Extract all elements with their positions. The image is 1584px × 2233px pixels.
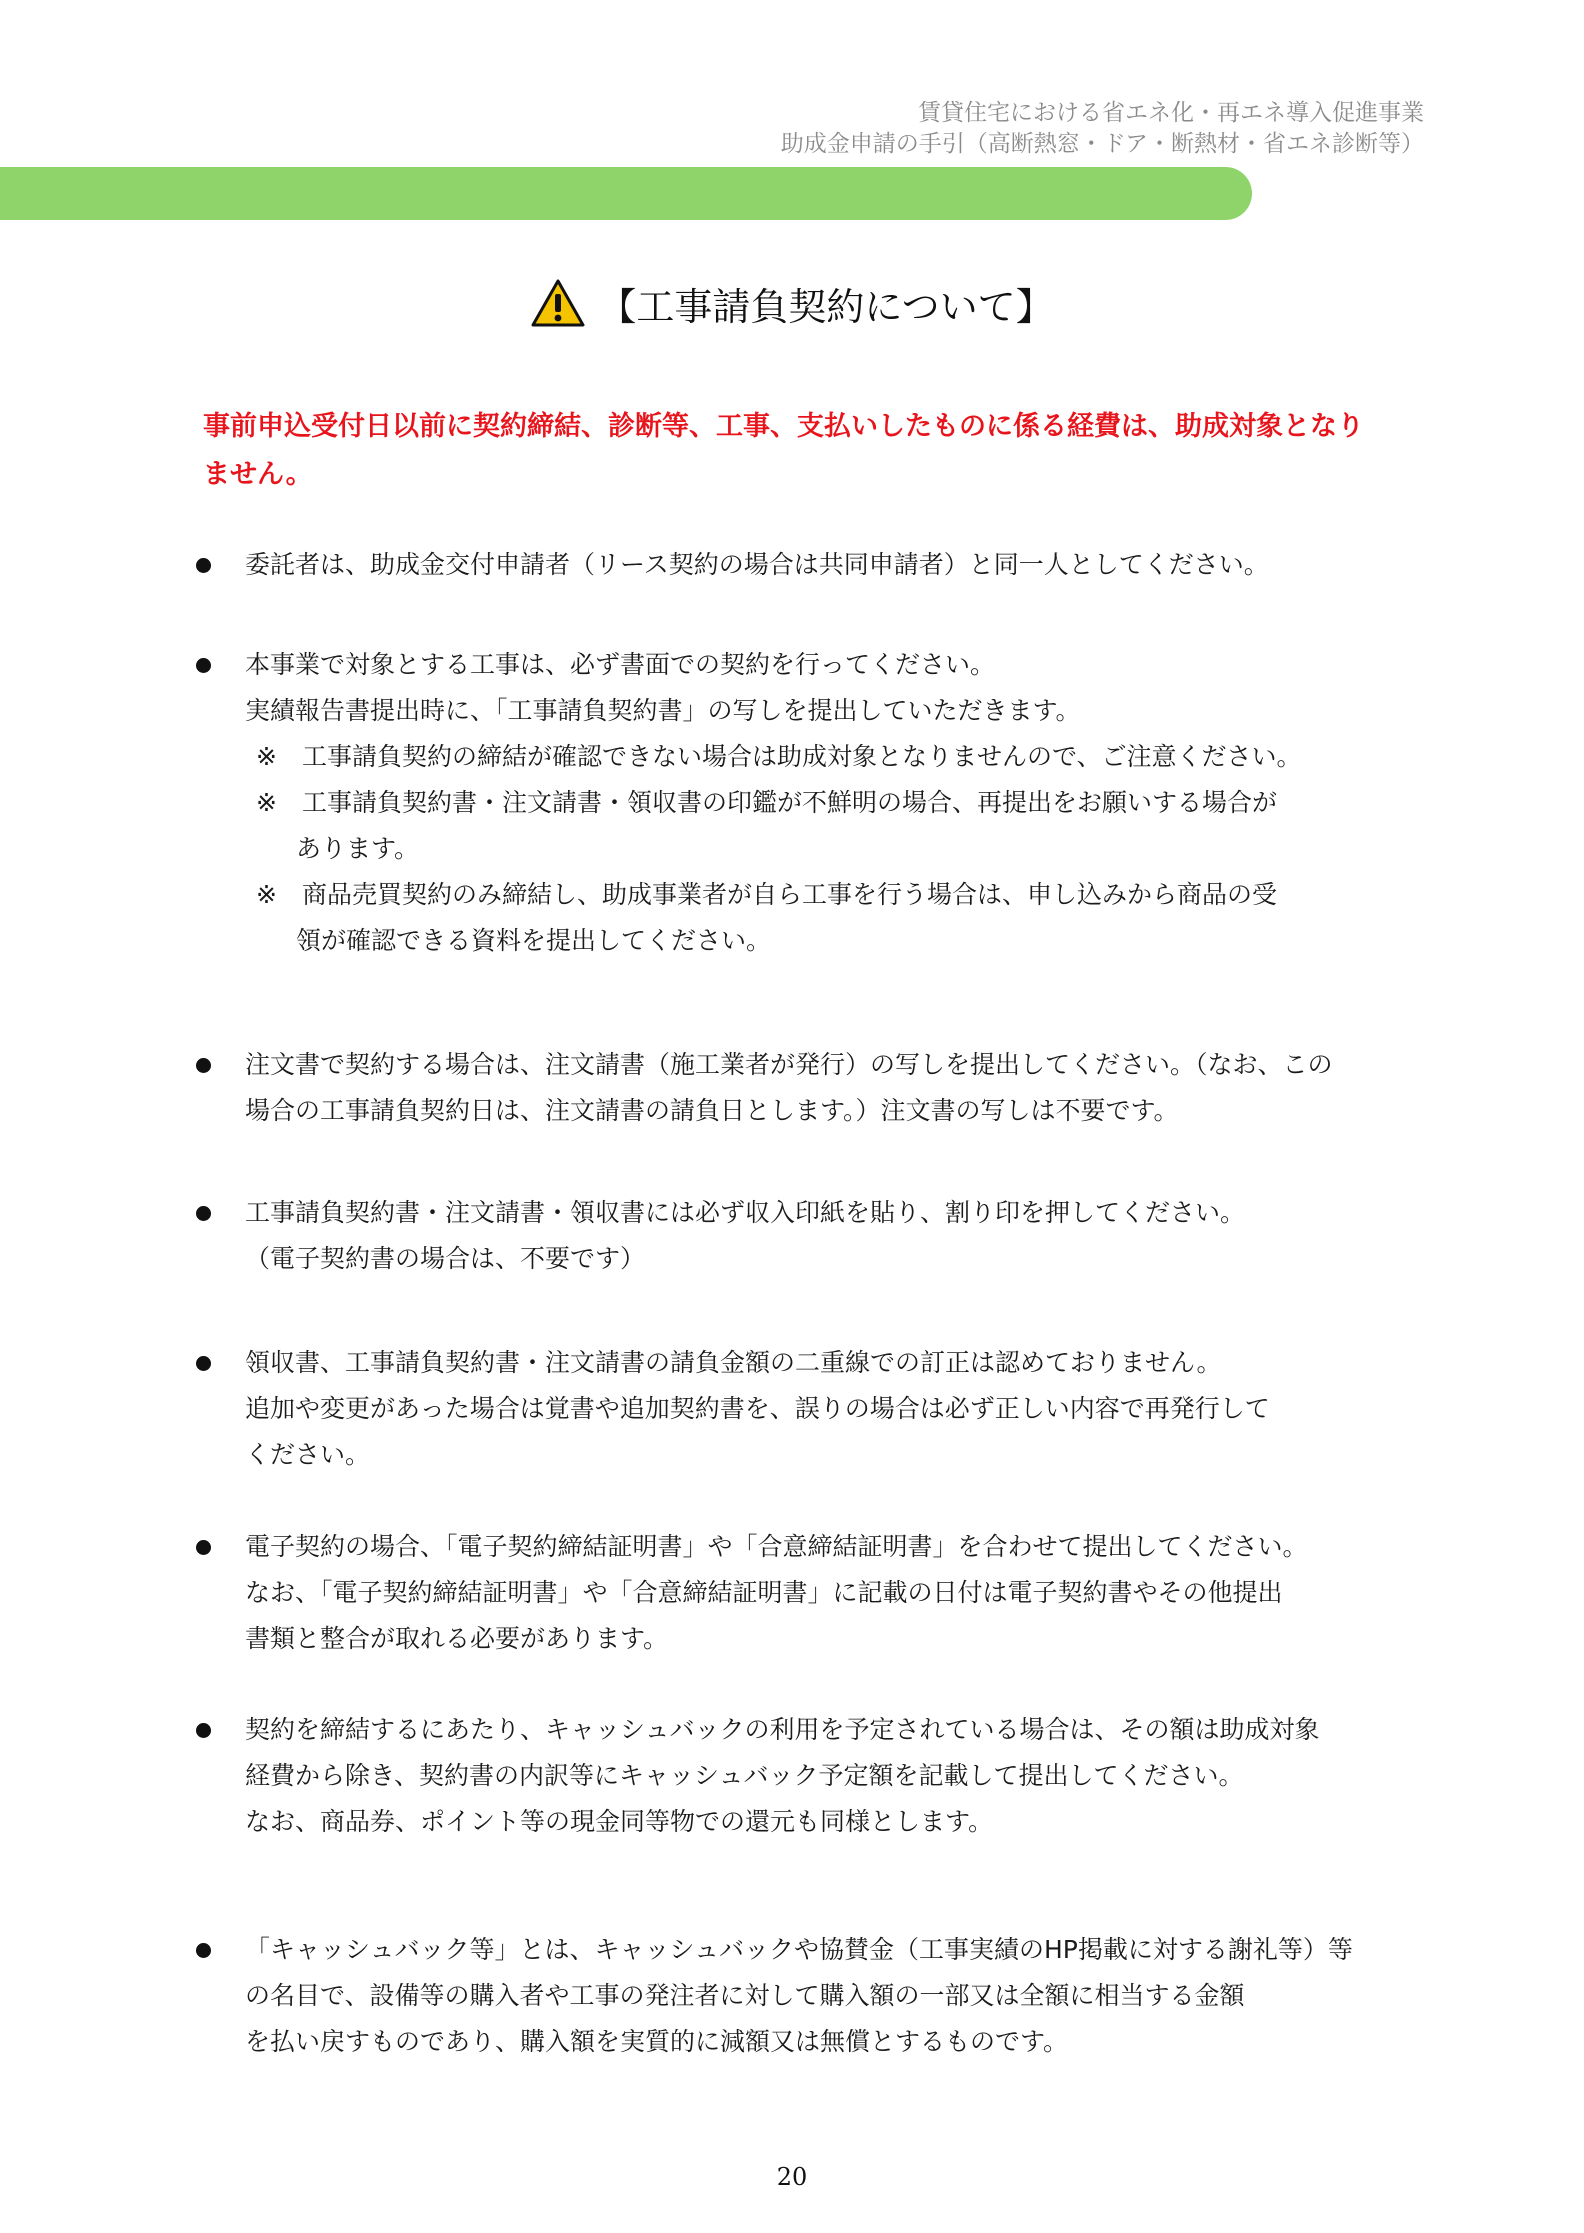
- header-accent-bar: [0, 167, 1252, 220]
- list-item-text: 注文書で契約する場合は、注文請書（施工業者が発行）の写しを提出してください。（なお、この: [245, 1050, 1333, 1079]
- list-item-text: 領収書、工事請負契約書・注文請書の請負金額の二重線での訂正は認めておりません。: [245, 1348, 1222, 1377]
- list-item-text: 場合の工事請負契約日は、注文請書の請負日とします。）注文書の写しは不要です。: [245, 1096, 1179, 1125]
- list-item-text: 本事業で対象とする工事は、必ず書面での契約を行ってください。: [245, 650, 996, 679]
- bullet-dot: [196, 558, 211, 573]
- header-line-2: 助成金申請の手引（高断熱窓・ドア・断熱材・省エネ診断等）: [780, 131, 1424, 157]
- bullet-dot: [196, 1356, 211, 1371]
- bullet-dot: [196, 1723, 211, 1738]
- note-text: 領が確認できる資料を提出してください。: [296, 926, 772, 955]
- warning-icon: [530, 278, 586, 328]
- list-item-text: 追加や変更があった場合は覚書や追加契約書を、誤りの場合は必ず正しい内容で再発行して: [245, 1394, 1270, 1423]
- bullet-dot: [196, 1058, 211, 1073]
- bullet-dot: [196, 1206, 211, 1221]
- note-mark: ※: [256, 742, 277, 771]
- section-title-text: 【工事請負契約について】: [598, 285, 1054, 329]
- note-mark: ※: [256, 788, 277, 817]
- bullet-dot: [196, 658, 211, 673]
- note-text: 商品売買契約のみ締結し、助成事業者が自ら工事を行う場合は、申し込みから商品の受: [302, 880, 1278, 909]
- list-item-text: 経費から除き、契約書の内訳等にキャッシュバック予定額を記載して提出してください。: [245, 1761, 1244, 1790]
- list-item-text: 工事請負契約書・注文請書・領収書には必ず収入印紙を貼り、割り印を押してください。: [245, 1198, 1246, 1227]
- notice-line-2: ません。: [203, 459, 313, 490]
- header-line-1: 賃貸住宅における省エネ化・再エネ導入促進事業: [918, 100, 1424, 126]
- bullet-dot: [196, 1540, 211, 1555]
- section-title: [0, 278, 1584, 334]
- note-text: あります。: [296, 834, 420, 863]
- bullet-dot: [196, 1943, 211, 1958]
- note-mark: ※: [256, 880, 277, 909]
- list-item-text: ください。: [245, 1440, 371, 1469]
- list-item-text: 契約を締結するにあたり、キャッシュバックの利用を予定されている場合は、その額は助成対象: [245, 1715, 1320, 1744]
- list-item-text: 「キャッシュバック等」とは、キャッシュバックや協賛金（工事実績のHP掲載に対する謝礼等）等: [245, 1935, 1353, 1964]
- list-item-text: 電子契約の場合、「電子契約締結証明書」や「合意締結証明書」を合わせて提出してください。: [245, 1532, 1308, 1561]
- list-item-text: を払い戻すものであり、購入額を実質的に減額又は無償とするものです。: [245, 2027, 1069, 2056]
- note-text: 工事請負契約の締結が確認できない場合は助成対象となりませんので、ご注意ください。: [302, 742, 1302, 771]
- notice-line-1: 事前申込受付日以前に契約締結、診断等、工事、支払いしたものに係る経費は、助成対象となり: [203, 411, 1364, 442]
- list-item-text: 委託者は、助成金交付申請者（リース契約の場合は共同申請者）と同一人としてください。: [245, 550, 1269, 579]
- list-item-text: （電子契約書の場合は、不要です）: [245, 1244, 646, 1273]
- page-number: 20: [776, 2163, 808, 2191]
- note-text: 工事請負契約書・注文請書・領収書の印鑑が不鮮明の場合、再提出をお願いする場合が: [302, 788, 1278, 817]
- document-header: [424, 98, 1424, 160]
- warning-notice: [203, 403, 1403, 499]
- list-item-text: 書類と整合が取れる必要があります。: [245, 1624, 669, 1653]
- list-item-text: 実績報告書提出時に、「工事請負契約書」の写しを提出していただきます。: [245, 696, 1081, 725]
- list-item-text: の名目で、設備等の購入者や工事の発注者に対して購入額の一部又は全額に相当する金額: [245, 1981, 1245, 2010]
- list-item-text: なお、「電子契約締結証明書」や「合意締結証明書」に記載の日付は電子契約書やその他提出: [245, 1578, 1283, 1607]
- list-item-text: なお、商品券、ポイント等の現金同等物での還元も同様とします。: [245, 1807, 994, 1836]
